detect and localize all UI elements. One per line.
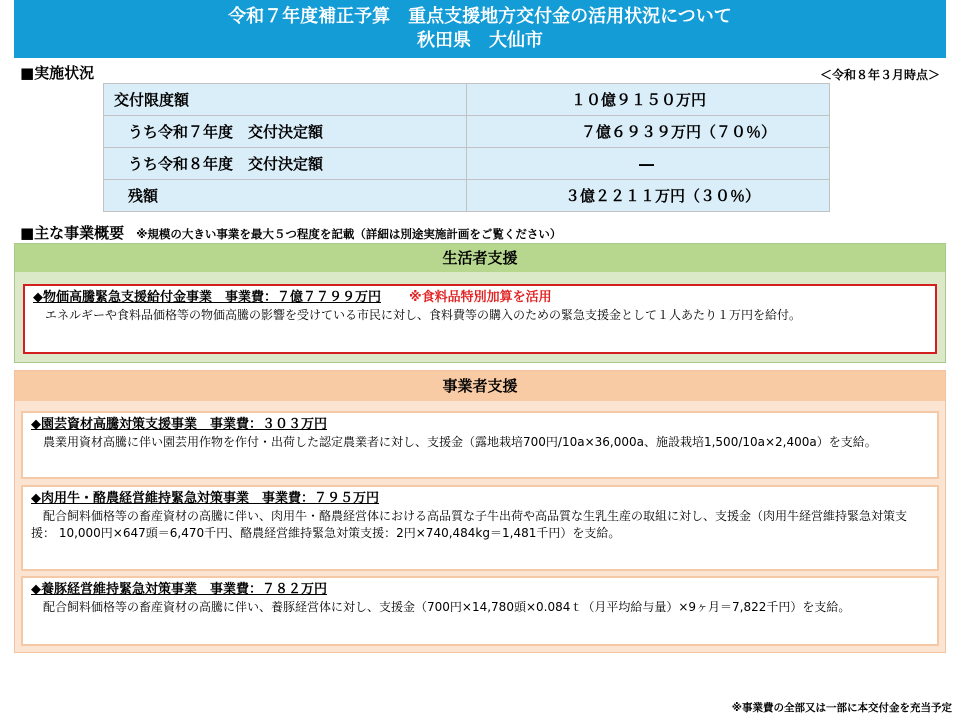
table-row (104, 84, 830, 116)
project-card (23, 284, 937, 354)
life-support-panel (14, 243, 946, 363)
project-title: ◆物価高騰緊急支援給付金事業 事業費：７億７７９９万円 (33, 290, 381, 305)
project-card (21, 485, 939, 571)
project-card (21, 576, 939, 646)
status-table (103, 83, 830, 212)
page-title: 令和７年度補正予算 重点支援地方交付金の活用状況について (228, 6, 732, 27)
project-description: 配合飼料価格等の畜産資材の高騰に伴い、肉用牛・酪農経営体における高品質な子牛出荷や高品質な生乳生産の取組に対し、支援金（肉用牛経営維持緊急対策支援： 10,000円×647頭＝6,470千円、酪農経営維持緊急対策支援：2円×740,484kg＝1,481千円）を支給。 (31, 509, 908, 540)
overview-note: ※規模の大きい事業を最大５つ程度を記載（詳細は別途実施計画をご覧ください） (136, 227, 562, 241)
table-row (104, 116, 830, 148)
overview-heading-label: ■主な事業概要 (20, 224, 125, 242)
life-support-header: 生活者支援 (15, 244, 945, 272)
row-label: うち令和８年度 交付決定額 (104, 148, 467, 180)
row-value: ３億２２１１万円（３０％） (467, 180, 830, 212)
business-support-panel (14, 370, 946, 653)
table-row (104, 148, 830, 180)
implementation-heading: ■実施状況 (20, 64, 95, 82)
row-label: うち令和７年度 交付決定額 (104, 116, 467, 148)
project-description: エネルギーや食料品価格等の物価高騰の影響を受けている市民に対し、食料費等の購入のための緊急支援金として１人あたり１万円を給付。 (45, 308, 802, 322)
project-title: ◆養豚経営維持緊急対策事業 事業費：７８２万円 (31, 582, 327, 597)
project-description: 農業用資材高騰に伴い園芸用作物を作付・出荷した認定農業者に対し、支援金（露地栽培700円/10a×36,000a、施設栽培1,500/10a×2,400a）を支給。 (43, 435, 877, 449)
footer-note: ※事業費の全部又は一部に本交付金を充当予定 (731, 702, 952, 714)
as-of-date: ＜令和８年３月時点＞ (819, 68, 940, 82)
special-addition-note: ※食料品特別加算を活用 (409, 290, 552, 305)
table-row (104, 180, 830, 212)
project-title-line (33, 288, 927, 307)
business-support-header: 事業者支援 (15, 371, 945, 401)
row-label: 残額 (104, 180, 467, 212)
overview-heading (20, 222, 561, 243)
row-label: 交付限度額 (104, 84, 467, 116)
row-value: ７億６９３９万円（７０％） (467, 116, 830, 148)
project-description: 配合飼料価格等の畜産資材の高騰に伴い、養豚経営体に対し、支援金（700円×14,780頭×0.084ｔ（月平均給与量）×9ヶ月＝7,822千円）を支給。 (43, 600, 851, 614)
project-title: ◆肉用牛・酪農経営維持緊急対策事業 事業費：７９５万円 (31, 491, 379, 506)
project-title: ◆園芸資材高騰対策支援事業 事業費：３０３万円 (31, 417, 327, 432)
row-value: ― (467, 148, 830, 180)
page-subtitle: 秋田県 大仙市 (417, 30, 543, 51)
project-card (21, 411, 939, 479)
row-value: １０億９１５０万円 (467, 84, 830, 116)
title-banner (14, 0, 946, 58)
